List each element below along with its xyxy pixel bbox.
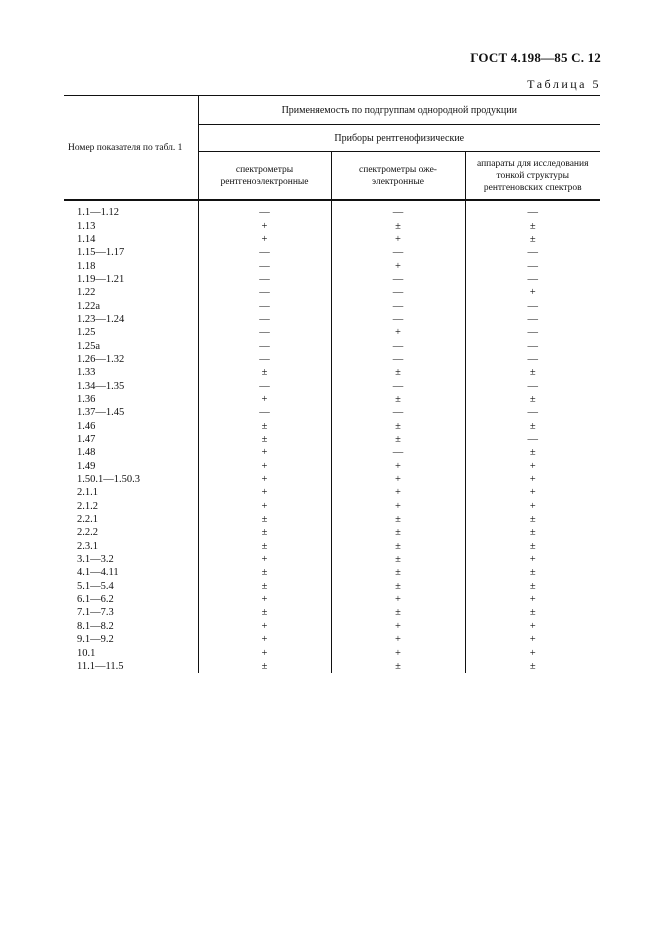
table-row [64,286,600,299]
table-row [64,353,600,366]
row-number: 6.1—6.2 [77,594,114,606]
cell-mark: — [198,273,331,286]
cell-mark: + [465,500,600,513]
row-number: 2.1.2 [77,500,98,512]
cell-mark: + [331,259,465,272]
row-number: 1.1—1.12 [77,207,119,219]
cell-mark: — [465,326,600,339]
row-number: 3.1—3.2 [77,554,114,566]
row-number: 2.2.2 [77,527,98,539]
table-row [64,339,600,352]
table-row [64,379,600,392]
cell-mark: — [331,200,465,219]
cell-mark: — [465,379,600,392]
cell-mark: ± [198,526,331,539]
cell-mark: ± [331,580,465,593]
cell-mark: ± [465,606,600,619]
cell-mark: ± [465,526,600,539]
cell-mark: — [331,446,465,459]
cell-mark: — [198,339,331,352]
table-row [64,540,600,553]
cell-mark: ± [331,526,465,539]
column-header: аппараты для исследования тонкой структуры рентгеновских спектров [465,152,600,201]
cell-mark: ± [465,219,600,232]
cell-mark: — [198,259,331,272]
table-row [64,660,600,673]
table-row [64,219,600,232]
table-label: Таблица 5 [527,77,601,91]
cell-mark: + [331,500,465,513]
cell-mark: + [198,460,331,473]
cell-mark: — [465,299,600,312]
row-number: 9.1—9.2 [77,634,114,646]
column-header: спектрометры рентгеноэлектронные [198,152,331,201]
cell-mark: + [198,233,331,246]
cell-mark: — [465,273,600,286]
cell-mark: — [465,313,600,326]
cell-mark: ± [198,580,331,593]
cell-mark: — [331,339,465,352]
cell-mark: + [465,646,600,659]
cell-mark: + [465,593,600,606]
cell-mark: — [331,353,465,366]
cell-mark: + [331,593,465,606]
cell-mark: + [198,633,331,646]
row-number: 1.36 [77,393,96,405]
applicability-table [64,95,600,673]
cell-mark: ± [198,433,331,446]
subgroup-header: Приборы рентгенофизические [198,125,600,152]
cell-mark: — [331,406,465,419]
page-header: ГОСТ 4.198—85 С. 12 [470,50,601,65]
cell-mark: — [331,286,465,299]
cell-mark: + [198,473,331,486]
table-row [64,513,600,526]
row-number: 7.1—7.3 [77,607,114,619]
cell-mark: — [198,299,331,312]
table-row [64,200,600,219]
cell-mark: ± [331,540,465,553]
cell-mark: + [465,460,600,473]
row-number: 2.3.1 [77,540,98,552]
table-row [64,313,600,326]
cell-mark: ± [465,420,600,433]
cell-mark: — [465,200,600,219]
table-row [64,446,600,459]
row-number: 1.25а [77,340,101,352]
row-header: Номер показателя по табл. 1 [64,96,198,201]
row-number: 1.33 [77,367,96,379]
cell-mark: — [465,246,600,259]
cell-mark: ± [331,219,465,232]
cell-mark: — [198,313,331,326]
cell-mark: — [331,313,465,326]
cell-mark: — [465,433,600,446]
cell-mark: + [465,633,600,646]
row-number: 1.48 [77,447,96,459]
table-row [64,433,600,446]
table-row [64,500,600,513]
row-number: 8.1—8.2 [77,620,114,632]
cell-mark: + [331,233,465,246]
cell-mark: ± [465,513,600,526]
cell-mark: ± [465,233,600,246]
table-row [64,580,600,593]
table-row [64,259,600,272]
table-row [64,406,600,419]
row-number: 1.26—1.32 [77,353,125,365]
table-row [64,366,600,379]
row-number: 1.22а [77,300,101,312]
row-number: 1.37—1.45 [77,407,125,419]
cell-mark: — [465,353,600,366]
table-row [64,593,600,606]
cell-mark: + [198,486,331,499]
cell-mark: — [198,406,331,419]
cell-mark: ± [331,606,465,619]
cell-mark: + [465,620,600,633]
cell-mark: + [331,620,465,633]
cell-mark: — [198,200,331,219]
row-number: 1.23—1.24 [77,313,125,325]
cell-mark: — [331,299,465,312]
table-row [64,526,600,539]
group-header: Применяемость по подгруппам однородной продукции [198,96,600,125]
cell-mark: — [198,286,331,299]
table-row [64,620,600,633]
table-row [64,553,600,566]
table-row [64,566,600,579]
column-header: спектрометры оже-электронные [331,152,465,201]
cell-mark: ± [465,366,600,379]
cell-mark: + [198,646,331,659]
cell-mark: + [198,446,331,459]
cell-mark: + [331,486,465,499]
row-number: 1.34—1.35 [77,380,125,392]
table-row [64,233,600,246]
row-number: 2.1.1 [77,487,98,499]
cell-mark: ± [331,433,465,446]
cell-mark: — [465,339,600,352]
cell-mark: + [198,553,331,566]
table-row [64,646,600,659]
cell-mark: ± [465,446,600,459]
row-number: 11.1—11.5 [77,660,124,672]
row-number: 1.49 [77,460,96,472]
cell-mark: — [198,246,331,259]
cell-mark: + [331,646,465,659]
cell-mark: ± [465,566,600,579]
table-row [64,460,600,473]
cell-mark: ± [465,540,600,553]
cell-mark: — [331,273,465,286]
table-row [64,486,600,499]
row-number: 1.18 [77,260,96,272]
cell-mark: ± [198,513,331,526]
row-number: 1.15—1.17 [77,247,125,259]
cell-mark: — [331,246,465,259]
row-number: 1.22 [77,287,96,299]
table-row [64,326,600,339]
table-row [64,473,600,486]
cell-mark: ± [331,513,465,526]
cell-mark: + [198,593,331,606]
cell-mark: + [331,633,465,646]
cell-mark: + [331,460,465,473]
cell-mark: + [465,553,600,566]
cell-mark: ± [465,393,600,406]
cell-mark: ± [198,566,331,579]
row-number: 1.46 [77,420,96,432]
cell-mark: ± [331,553,465,566]
cell-mark: ± [198,606,331,619]
cell-mark: + [465,473,600,486]
cell-mark: + [198,620,331,633]
row-number: 2.2.1 [77,514,98,526]
row-number: 1.14 [77,233,96,245]
cell-mark: ± [198,366,331,379]
table-row [64,393,600,406]
table-row [64,273,600,286]
cell-mark: ± [465,660,600,673]
cell-mark: + [198,219,331,232]
cell-mark: ± [198,540,331,553]
cell-mark: ± [331,393,465,406]
table-body [64,200,600,673]
row-number: 1.19—1.21 [77,273,125,285]
cell-mark: + [465,286,600,299]
cell-mark: ± [331,660,465,673]
row-number: 4.1—4.11 [77,567,119,579]
row-number: 1.13 [77,220,96,232]
cell-mark: — [198,326,331,339]
cell-mark: + [331,473,465,486]
table-row [64,606,600,619]
cell-mark: — [331,379,465,392]
cell-mark: ± [331,566,465,579]
table-row [64,420,600,433]
cell-mark: — [198,379,331,392]
row-number: 5.1—5.4 [77,580,114,592]
cell-mark: — [198,353,331,366]
row-number: 1.25 [77,327,96,339]
cell-mark: ± [331,366,465,379]
table-row [64,299,600,312]
cell-mark: — [465,406,600,419]
cell-mark: ± [198,660,331,673]
cell-mark: ± [198,420,331,433]
cell-mark: + [198,500,331,513]
cell-mark: — [465,259,600,272]
table-row [64,246,600,259]
cell-mark: ± [465,580,600,593]
row-number: 1.50.1—1.50.3 [77,474,140,486]
table-row [64,633,600,646]
cell-mark: + [331,326,465,339]
row-number: 1.47 [77,434,96,446]
cell-mark: + [465,486,600,499]
cell-mark: + [198,393,331,406]
row-number: 10.1 [77,647,96,659]
cell-mark: ± [331,420,465,433]
